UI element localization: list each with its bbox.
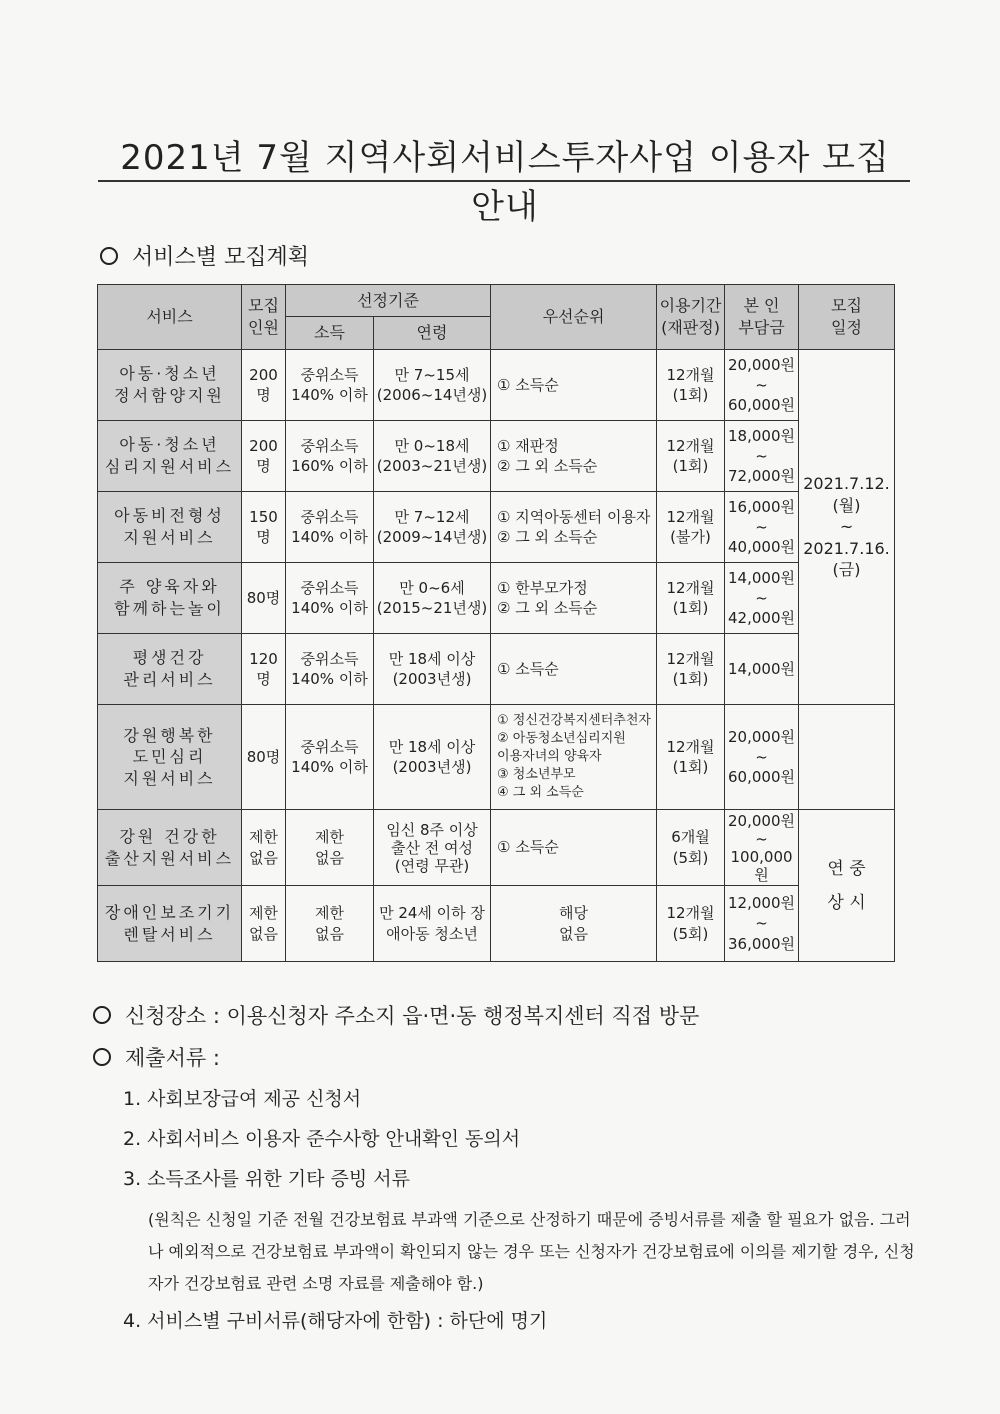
table-row (98, 810, 895, 886)
application-section (93, 1000, 923, 1346)
cell-copay: 20,000원 ~ 60,000원 (725, 350, 799, 421)
cell-income: 중위소득 140% 이하 (286, 492, 374, 563)
cell-copay: 14,000원 (725, 634, 799, 705)
cell-age: 만 0~18세 (2003~21년생) (374, 421, 491, 492)
cell-priority: ① 소득순 (491, 634, 657, 705)
cell-recruit: 120명 (242, 634, 286, 705)
doc-item: 2. 사회서비스 이용자 준수사항 안내확인 동의서 (123, 1128, 521, 1150)
table-row (98, 886, 895, 962)
cell-period: 12개월 (1회) (657, 563, 725, 634)
cell-age: 만 7~15세 (2006~14년생) (374, 350, 491, 421)
header-schedule: 모집 일정 (799, 285, 895, 350)
cell-period: 12개월 (5회) (657, 886, 725, 962)
table-row (98, 705, 895, 810)
cell-recruit: 200명 (242, 421, 286, 492)
cell-schedule-main: 2021.7.12. (월) ~ 2021.7.16. (금) (799, 350, 895, 705)
cell-priority: ① 소득순 (491, 350, 657, 421)
header-recruit: 모집 인원 (242, 285, 286, 350)
table-row (98, 634, 895, 705)
cell-recruit: 200명 (242, 350, 286, 421)
cell-period: 12개월 (1회) (657, 705, 725, 810)
cell-income: 중위소득 140% 이하 (286, 350, 374, 421)
circle-bullet-icon (93, 1006, 111, 1024)
cell-recruit: 80명 (242, 705, 286, 810)
cell-service: 주 양육자와 함께하는놀이 (98, 563, 242, 634)
cell-period: 12개월 (1회) (657, 634, 725, 705)
docs-heading (93, 1042, 923, 1072)
header-income: 소득 (286, 317, 374, 350)
apply-place-text: 신청장소 : 이용신청자 주소지 읍·면·동 행정복지센터 직접 방문 (125, 1004, 700, 1028)
cell-period: 12개월 (불가) (657, 492, 725, 563)
cell-copay: 20,000원 ~ 60,000원 (725, 705, 799, 810)
cell-service: 평생건강 관리서비스 (98, 634, 242, 705)
cell-age: 만 7~12세 (2009~14년생) (374, 492, 491, 563)
cell-age: 임신 8주 이상 출산 전 여성 (연령 무관) (374, 810, 491, 886)
cell-service: 강원행복한 도민심리 지원서비스 (98, 705, 242, 810)
cell-service: 아동·청소년 심리지원서비스 (98, 421, 242, 492)
circle-bullet-icon (93, 1048, 111, 1066)
cell-service: 아동비전형성 지원서비스 (98, 492, 242, 563)
cell-income: 중위소득 140% 이하 (286, 634, 374, 705)
doc-item: 4. 서비스별 구비서류(해당자에 한함) : 하단에 명기 (123, 1310, 548, 1332)
docs-heading-text: 제출서류 : (125, 1046, 220, 1070)
cell-service: 장애인보조기기 렌탈서비스 (98, 886, 242, 962)
header-period: 이용기간 (재판정) (657, 285, 725, 350)
table-row (98, 421, 895, 492)
header-age: 연령 (374, 317, 491, 350)
cell-service: 아동·청소년 정서함양지원 (98, 350, 242, 421)
section-heading-plan (100, 240, 309, 271)
cell-age: 만 18세 이상 (2003년생) (374, 705, 491, 810)
cell-priority: 해당 없음 (491, 886, 657, 962)
recruitment-plan-table (97, 284, 895, 962)
cell-recruit: 제한 없음 (242, 810, 286, 886)
cell-priority: ① 지역아동센터 이용자 ② 그 외 소득순 (491, 492, 657, 563)
cell-income: 중위소득 160% 이하 (286, 421, 374, 492)
title-underline (98, 180, 910, 182)
header-priority: 우선순위 (491, 285, 657, 350)
cell-income: 제한 없음 (286, 810, 374, 886)
cell-age: 만 24세 이하 장애아동 청소년 (374, 886, 491, 962)
cell-income: 제한 없음 (286, 886, 374, 962)
cell-copay: 20,000원 ~ 100,000 원 (725, 810, 799, 886)
section-heading-text: 서비스별 모집계획 (132, 245, 310, 270)
doc-item: 1. 사회보장급여 제공 신청서 (123, 1088, 362, 1110)
doc-note: (원칙은 신청일 기준 전월 건강보험료 부과액 기준으로 산정하기 때문에 증빙서류를 제출 할 필요가 없음. 그러나 예외적으로 건강보험료 부과액이 확인되지 않는 경우 또는 신청자가 건강보험료에 이의를 제기할 경우, 신청자가 건강보험료 관련 소명 자료를 제출해야 함.) (148, 1210, 915, 1293)
cell-age: 만 0~6세 (2015~21년생) (374, 563, 491, 634)
header-copay: 본 인 부담금 (725, 285, 799, 350)
cell-schedule-always: 연 중 상 시 (799, 810, 895, 962)
cell-priority: ① 재판정 ② 그 외 소득순 (491, 421, 657, 492)
cell-income: 중위소득 140% 이하 (286, 563, 374, 634)
cell-period: 12개월 (1회) (657, 350, 725, 421)
table-row (98, 563, 895, 634)
cell-copay: 14,000원 ~ 42,000원 (725, 563, 799, 634)
cell-recruit: 제한 없음 (242, 886, 286, 962)
cell-income: 중위소득 140% 이하 (286, 705, 374, 810)
cell-schedule-blank (799, 705, 895, 810)
header-service: 서비스 (98, 285, 242, 350)
cell-priority: ① 소득순 (491, 810, 657, 886)
cell-recruit: 150명 (242, 492, 286, 563)
cell-recruit: 80명 (242, 563, 286, 634)
table-header-row (98, 285, 895, 317)
cell-copay: 16,000원 ~ 40,000원 (725, 492, 799, 563)
page-title: 2021년 7월 지역사회서비스투자사업 이용자 모집 안내 (120, 138, 890, 227)
cell-copay: 18,000원 ~ 72,000원 (725, 421, 799, 492)
apply-place (93, 1000, 923, 1030)
circle-bullet-icon (100, 247, 118, 265)
cell-copay: 12,000원 ~ 36,000원 (725, 886, 799, 962)
cell-age: 만 18세 이상 (2003년생) (374, 634, 491, 705)
cell-period: 12개월 (1회) (657, 421, 725, 492)
doc-item: 3. 소득조사를 위한 기타 증빙 서류 (123, 1168, 410, 1190)
table-row (98, 350, 895, 421)
table-row (98, 492, 895, 563)
cell-priority: ① 한부모가정 ② 그 외 소득순 (491, 563, 657, 634)
cell-period: 6개월 (5회) (657, 810, 725, 886)
cell-priority: ① 정신건강복지센터추천자 ② 아동청소년심리지원 이용자녀의 양육자 ③ 청소년부모 ④ 그 외 소득순 (491, 705, 657, 810)
header-criteria: 선정기준 (286, 285, 491, 317)
cell-service: 강원 건강한 출산지원서비스 (98, 810, 242, 886)
